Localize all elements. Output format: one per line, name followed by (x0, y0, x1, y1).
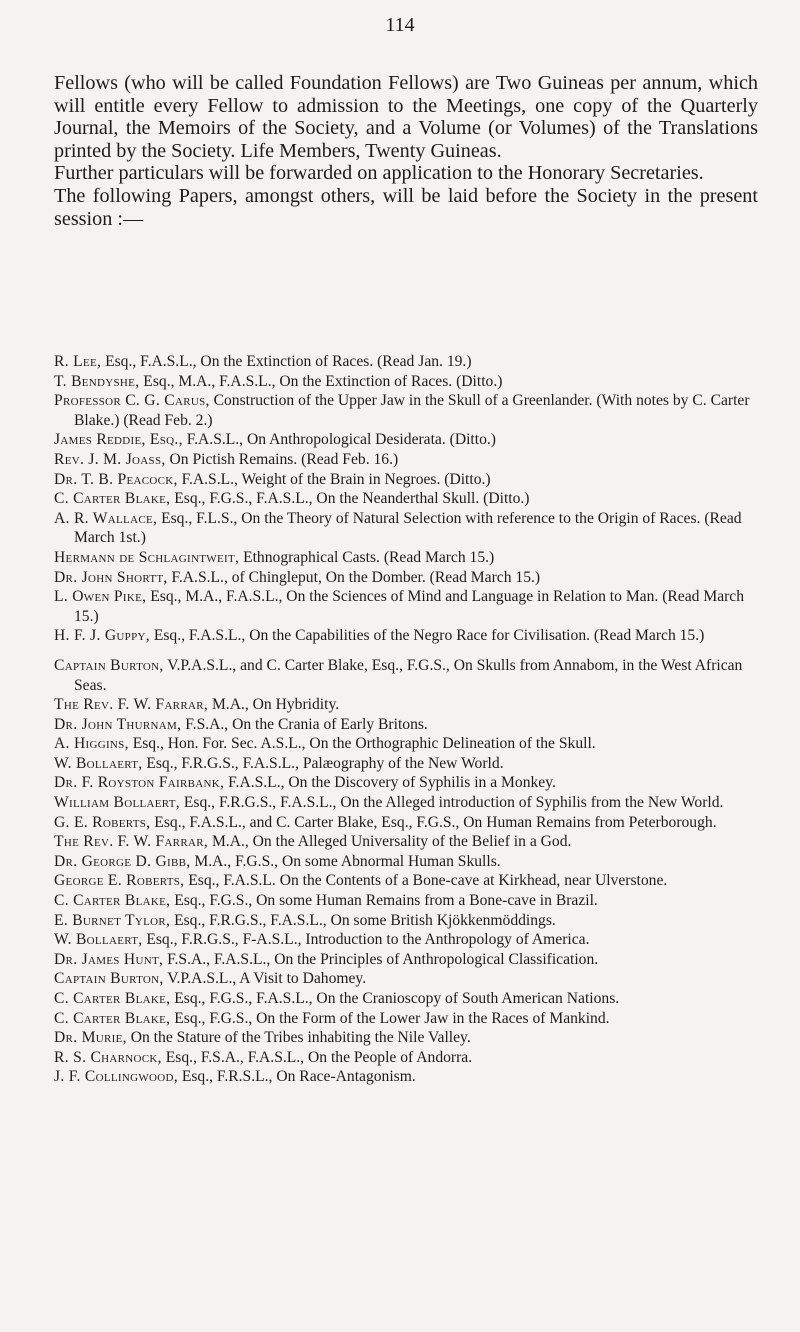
paper-title: Esq., F.R.G.S., F.A.S.L., On some British Kjökkenmöddings. (170, 911, 556, 929)
paper-entry (54, 450, 758, 470)
paper-author: Professor C. G. Carus, (54, 392, 210, 410)
paper-title: Esq., F.G.S., On some Human Remains from a Bone-cave in Brazil. (170, 892, 598, 910)
paper-title: V.P.A.S.L., A Visit to Dahomey. (163, 970, 367, 988)
paper-author: Dr. T. B. Peacock, (54, 470, 178, 488)
paper-author: E. Burnet Tylor, (54, 911, 171, 929)
paper-author: Dr. John Thurnam, (54, 715, 182, 733)
paper-entry (54, 930, 758, 950)
paper-author: The Rev. F. W. Farrar, (54, 833, 209, 851)
paper-entry (54, 1048, 758, 1068)
paper-title: M.A., On Hybridity. (208, 696, 340, 714)
intro-paragraph: The following Papers, amongst others, will be laid before the Society in the present session :— (54, 184, 758, 230)
paper-title: Esq., F.L.S., On the Theory of Natural Selection with reference to the Origin of Races. (Read March 1st.) (74, 509, 742, 547)
paper-author: Dr. George D. Gibb, (54, 852, 191, 870)
paper-title: F.A.S.L., of Chingleput, On the Domber. (Read March 15.) (167, 568, 541, 586)
paper-author: Captain Burton, (54, 970, 164, 988)
paper-title: F.S.A., F.A.S.L., On the Principles of Anthropological Classification. (163, 950, 599, 968)
paper-entry (54, 911, 758, 931)
paper-title: Esq., F.R.S.L., On Race-Antagonism. (177, 1068, 416, 1086)
paper-entry (54, 372, 758, 392)
paper-entry (54, 969, 758, 989)
paper-entry (54, 470, 758, 490)
paper-entry (54, 832, 758, 852)
paper-title: M.A., F.G.S., On some Abnormal Human Skulls. (190, 852, 501, 870)
paper-title: Esq., F.S.A., F.A.S.L., On the People of Andorra. (161, 1048, 473, 1066)
paper-entry (54, 509, 758, 548)
paper-author: W. Bollaert, (54, 754, 143, 772)
paper-entry (54, 391, 758, 430)
paper-title: Esq., F.A.S.L. On the Contents of a Bone-cave at Kirkhead, near Ulverstone. (184, 872, 668, 890)
paper-title: Esq., F.R.G.S., F.A.S.L., Palæography of the New World. (142, 754, 504, 772)
paper-author: A. R. Wallace, (54, 509, 158, 527)
paper-entry (54, 626, 758, 646)
paper-author: A. Higgins, (54, 735, 129, 753)
paper-title: F.A.S.L., On Anthropological Desiderata. (Ditto.) (182, 431, 496, 449)
paper-title: Esq., F.G.S., F.A.S.L., On the Cranioscopy of South American Nations. (170, 990, 620, 1007)
papers-forthcoming-list (54, 656, 758, 1087)
paper-author: Rev. J. M. Joass, (54, 450, 166, 468)
paper-entry (54, 773, 758, 793)
paper-author: George E. Roberts, (54, 872, 185, 890)
paper-title: Esq., F.A.S.L., On the Capabilities of the Negro Race for Civilisation. (Read March 15.) (149, 627, 705, 645)
paper-entry (54, 352, 758, 372)
paper-title: Ethnographical Casts. (Read March 15.) (239, 548, 495, 566)
paper-title: M.A., On the Alleged Universality of the Belief in a God. (208, 833, 572, 851)
paper-author: Hermann de Schlagintweit, (54, 548, 240, 566)
paper-entry (54, 734, 758, 754)
paper-title: F.S.A., On the Crania of Early Britons. (181, 715, 428, 733)
paper-entry (54, 489, 758, 509)
paper-entry (54, 754, 758, 774)
paper-title: Esq., Hon. For. Sec. A.S.L., On the Orthographic Delineation of the Skull. (128, 735, 596, 753)
intro-paragraph: Further particulars will be forwarded on application to the Honorary Secretaries. (54, 162, 704, 185)
papers-read-list (54, 352, 758, 646)
paper-author: G. E. Roberts, (54, 813, 151, 831)
paper-author: Dr. James Hunt, (54, 950, 164, 968)
paper-entry (54, 793, 758, 813)
paper-author: Captain Burton, (54, 656, 164, 674)
paper-entry (54, 548, 758, 568)
paper-author: H. F. J. Guppy, (54, 627, 150, 645)
paper-author: Dr. Murie, (54, 1029, 127, 1047)
paper-entry (54, 813, 758, 833)
page-number: 114 (385, 14, 415, 36)
paper-author: William Bollaert, (54, 794, 180, 812)
paper-author: C. Carter Blake, (54, 1009, 171, 1027)
paper-entry (54, 568, 758, 588)
paper-entry (54, 587, 758, 626)
paper-entry (54, 1067, 758, 1087)
paper-entry (54, 715, 758, 735)
paper-entry (54, 430, 758, 450)
intro-text (54, 72, 758, 230)
paper-author: Dr. John Shortt, (54, 568, 168, 586)
papers-list (54, 352, 758, 1087)
paper-entry (54, 891, 758, 911)
paper-author: J. F. Collingwood, (54, 1068, 178, 1086)
paper-entry (54, 1009, 758, 1029)
paper-author: W. Bollaert, (54, 931, 143, 949)
paper-author: Dr. F. Royston Fairbank, (54, 774, 225, 792)
paper-title: Esq., F.R.G.S., F-A.S.L., Introduction to the Anthropology of America. (142, 931, 590, 949)
paper-title: Construction of the Upper Jaw in the Skull of a Greenlander. (With notes by C. Carter Blake.) (Read Feb. 2.) (74, 392, 750, 429)
paper-author: C. Carter Blake, (54, 990, 171, 1007)
paper-author: T. Bendyshe, (54, 372, 140, 390)
paper-author: R. Lee, (54, 353, 102, 370)
paper-title: Esq., F.G.S., F.A.S.L., On the Neanderthal Skull. (Ditto.) (170, 490, 530, 508)
paper-author: R. S. Charnock, (54, 1048, 162, 1066)
paper-entry (54, 1028, 758, 1048)
paper-title: F.A.S.L., On the Discovery of Syphilis in a Monkey. (224, 774, 556, 792)
paper-entry (54, 656, 758, 695)
section-gap (54, 646, 758, 656)
paper-author: C. Carter Blake, (54, 490, 171, 508)
paper-author: The Rev. F. W. Farrar, (54, 696, 209, 714)
paper-title: V.P.A.S.L., and C. Carter Blake, Esq., F.G.S., On Skulls from Annabom, in the West African Seas. (74, 656, 743, 694)
paper-entry (54, 950, 758, 970)
paper-title: Esq., F.G.S., On the Form of the Lower Jaw in the Races of Mankind. (170, 1009, 610, 1027)
paper-entry (54, 871, 758, 891)
paper-entry (54, 852, 758, 872)
paper-author: L. Owen Pike, (54, 588, 147, 606)
paper-author: James Reddie, Esq., (54, 431, 183, 449)
paper-entry (54, 695, 758, 715)
paper-title: Esq., M.A., F.A.S.L., On the Sciences of Mind and Language in Relation to Man. (Read March 15.) (74, 588, 745, 625)
paper-author: C. Carter Blake, (54, 892, 171, 910)
paper-title: Esq., M.A., F.A.S.L., On the Extinction of Races. (Ditto.) (139, 372, 503, 390)
paper-entry (54, 989, 758, 1009)
paper-title: Esq., F.R.G.S., F.A.S.L., On the Alleged introduction of Syphilis from the New World. (179, 794, 724, 812)
paper-title: On the Stature of the Tribes inhabiting the Nile Valley. (126, 1029, 471, 1047)
paper-title: F.A.S.L., Weight of the Brain in Negroes. (Ditto.) (177, 470, 491, 488)
paper-title: On Pictish Remains. (Read Feb. 16.) (165, 450, 399, 468)
intro-paragraph: Fellows (who will be called Foundation Fellows) are Two Guineas per annum, which will entitle every Fellow to admission to the Meetings, one copy of the Quarterly Journal, the Memoirs of the Society, and a Volume (or Volumes) of the Translations printed by the Society. Life Members, Twenty Guineas. (54, 72, 758, 162)
paper-title: Esq., F.A.S.L., On the Extinction of Races. (Read Jan. 19.) (101, 353, 472, 370)
paper-title: Esq., F.A.S.L., and C. Carter Blake, Esq., F.G.S., On Human Remains from Peterborough. (150, 813, 717, 831)
